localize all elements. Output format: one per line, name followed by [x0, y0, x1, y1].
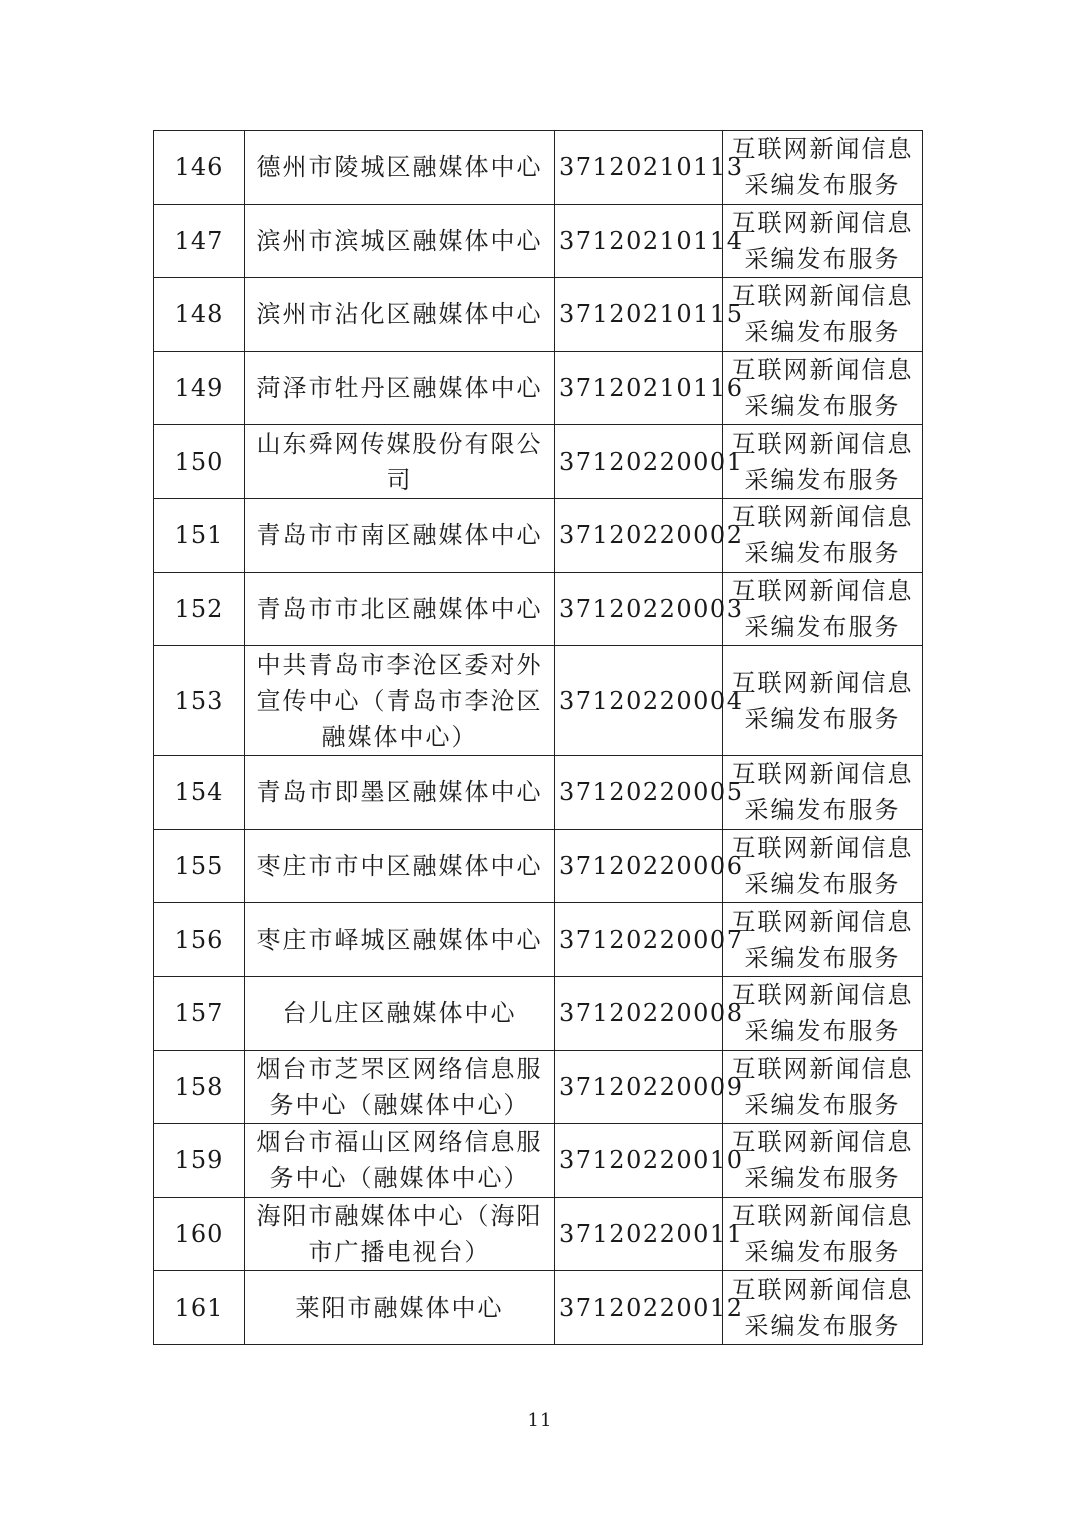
service-type: 互联网新闻信息采编发布服务 — [723, 829, 923, 903]
organization-name: 莱阳市融媒体中心 — [245, 1271, 555, 1345]
page-number: 11 — [527, 1410, 553, 1431]
service-type: 互联网新闻信息采编发布服务 — [723, 646, 923, 756]
organization-name: 台儿庄区融媒体中心 — [245, 976, 555, 1050]
row-number: 161 — [154, 1271, 245, 1345]
service-type: 互联网新闻信息采编发布服务 — [723, 498, 923, 572]
table-row — [154, 204, 923, 278]
service-type: 互联网新闻信息采编发布服务 — [723, 756, 923, 830]
organization-name: 海阳市融媒体中心（海阳市广播电视台） — [245, 1197, 555, 1271]
row-number: 150 — [154, 425, 245, 499]
organization-name: 枣庄市市中区融媒体中心 — [245, 829, 555, 903]
service-type: 互联网新闻信息采编发布服务 — [723, 1197, 923, 1271]
table-row — [154, 498, 923, 572]
table-row — [154, 1124, 923, 1198]
organization-name: 滨州市滨城区融媒体中心 — [245, 204, 555, 278]
table-row — [154, 976, 923, 1050]
license-code: 37120220009 — [555, 1050, 723, 1124]
service-type: 互联网新闻信息采编发布服务 — [723, 1124, 923, 1198]
row-number: 152 — [154, 572, 245, 646]
service-type: 互联网新闻信息采编发布服务 — [723, 1050, 923, 1124]
service-type: 互联网新闻信息采编发布服务 — [723, 278, 923, 352]
service-type: 互联网新闻信息采编发布服务 — [723, 903, 923, 977]
license-code: 37120220001 — [555, 425, 723, 499]
service-type: 互联网新闻信息采编发布服务 — [723, 131, 923, 205]
table-row — [154, 829, 923, 903]
license-code: 37120220006 — [555, 829, 723, 903]
row-number: 146 — [154, 131, 245, 205]
license-code: 37120210114 — [555, 204, 723, 278]
organization-name: 山东舜网传媒股份有限公司 — [245, 425, 555, 499]
license-code: 37120220012 — [555, 1271, 723, 1345]
table-row — [154, 351, 923, 425]
license-code: 37120210113 — [555, 131, 723, 205]
license-code: 37120220011 — [555, 1197, 723, 1271]
license-code: 37120220004 — [555, 646, 723, 756]
license-code: 37120220010 — [555, 1124, 723, 1198]
table-row — [154, 1050, 923, 1124]
row-number: 157 — [154, 976, 245, 1050]
organization-name: 青岛市市南区融媒体中心 — [245, 498, 555, 572]
organization-name: 德州市陵城区融媒体中心 — [245, 131, 555, 205]
row-number: 147 — [154, 204, 245, 278]
service-type: 互联网新闻信息采编发布服务 — [723, 976, 923, 1050]
registry-table — [153, 130, 923, 1345]
license-code: 37120220002 — [555, 498, 723, 572]
row-number: 151 — [154, 498, 245, 572]
row-number: 158 — [154, 1050, 245, 1124]
organization-name: 烟台市福山区网络信息服务中心（融媒体中心） — [245, 1124, 555, 1198]
table-row — [154, 131, 923, 205]
organization-name: 滨州市沾化区融媒体中心 — [245, 278, 555, 352]
row-number: 160 — [154, 1197, 245, 1271]
row-number: 153 — [154, 646, 245, 756]
row-number: 156 — [154, 903, 245, 977]
row-number: 155 — [154, 829, 245, 903]
organization-name: 中共青岛市李沧区委对外宣传中心（青岛市李沧区融媒体中心） — [245, 646, 555, 756]
license-code: 37120220007 — [555, 903, 723, 977]
row-number: 148 — [154, 278, 245, 352]
row-number: 159 — [154, 1124, 245, 1198]
organization-name: 枣庄市峄城区融媒体中心 — [245, 903, 555, 977]
organization-name: 烟台市芝罘区网络信息服务中心（融媒体中心） — [245, 1050, 555, 1124]
license-code: 37120220008 — [555, 976, 723, 1050]
row-number: 149 — [154, 351, 245, 425]
table-row — [154, 278, 923, 352]
table-row — [154, 1197, 923, 1271]
service-type: 互联网新闻信息采编发布服务 — [723, 425, 923, 499]
table-row — [154, 425, 923, 499]
service-type: 互联网新闻信息采编发布服务 — [723, 204, 923, 278]
organization-name: 菏泽市牡丹区融媒体中心 — [245, 351, 555, 425]
row-number: 154 — [154, 756, 245, 830]
license-code: 37120210115 — [555, 278, 723, 352]
table-row — [154, 572, 923, 646]
service-type: 互联网新闻信息采编发布服务 — [723, 351, 923, 425]
organization-name: 青岛市市北区融媒体中心 — [245, 572, 555, 646]
table-row — [154, 756, 923, 830]
license-code: 37120220005 — [555, 756, 723, 830]
table-row — [154, 903, 923, 977]
table-row — [154, 646, 923, 756]
license-code: 37120220003 — [555, 572, 723, 646]
license-code: 37120210116 — [555, 351, 723, 425]
registry-table-container — [153, 130, 922, 1345]
service-type: 互联网新闻信息采编发布服务 — [723, 1271, 923, 1345]
service-type: 互联网新闻信息采编发布服务 — [723, 572, 923, 646]
table-row — [154, 1271, 923, 1345]
organization-name: 青岛市即墨区融媒体中心 — [245, 756, 555, 830]
